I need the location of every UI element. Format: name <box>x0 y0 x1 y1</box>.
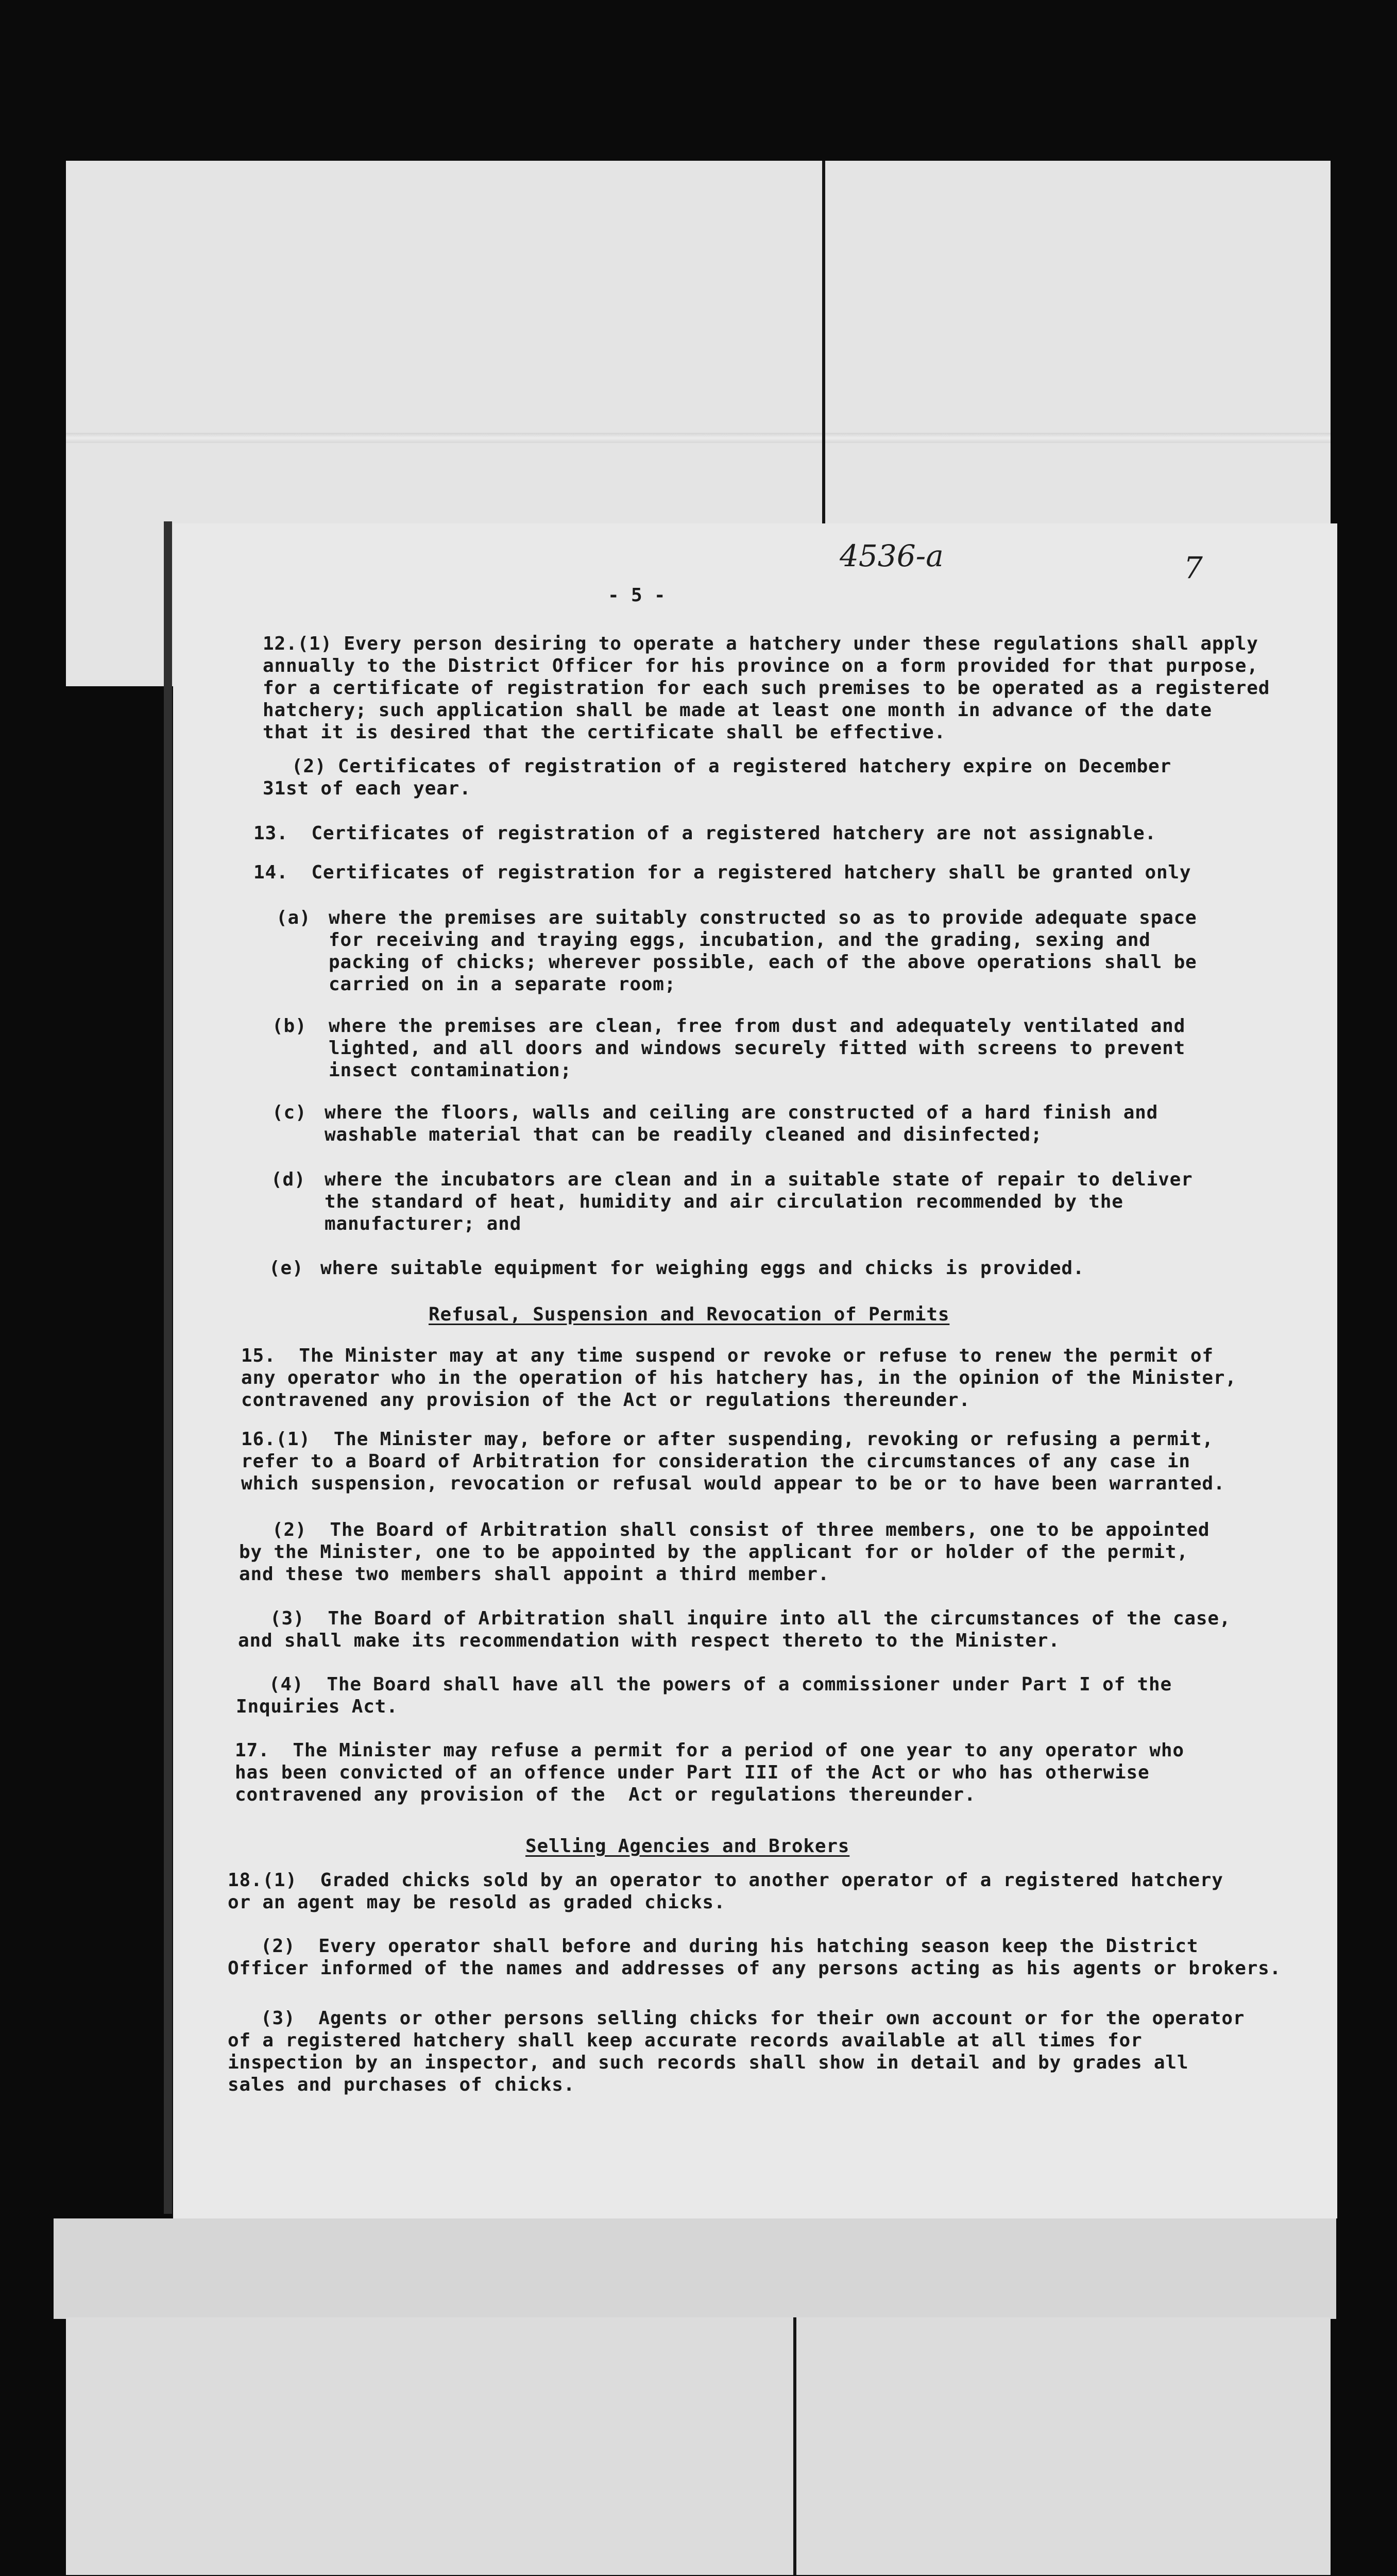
para-12-1-line: hatchery; such application shall be made at least one month in advance of the date <box>263 700 1212 721</box>
para-16-2-line: by the Minister, one to be appointed by the applicant for or holder of the permit, <box>239 1541 1188 1563</box>
para-18-1-line: or an agent may be resold as graded chicks. <box>228 1892 726 1913</box>
para-14-a-line: for receiving and traying eggs, incubation, and the grading, sexing and <box>329 929 1151 951</box>
para-12-1-line: annually to the District Officer for his province on a form provided for that purpose, <box>263 655 1258 676</box>
para-14-a-line: carried on in a separate room; <box>329 974 676 995</box>
para-16-2-line: and these two members shall appoint a third member. <box>239 1564 830 1585</box>
para-18-1-line: 18.(1) Graded chicks sold by an operator to another operator of a registered hatchery <box>228 1870 1223 1891</box>
para-12-1-line: that it is desired that the certificate shall be effective. <box>263 722 946 743</box>
para-16-3-line: and shall make its recommendation with respect thereto to the Minister. <box>238 1630 1060 1651</box>
page-edge-shadow <box>164 521 172 2214</box>
para-18-3-line: of a registered hatchery shall keep accurate records available at all times for <box>228 2030 1143 2051</box>
para-14-c-line: where the floors, walls and ceiling are constructed of a hard finish and <box>325 1102 1159 1123</box>
page-number: - 5 - <box>608 585 666 606</box>
para-14-b-label: (b) <box>272 1015 307 1037</box>
para-12-1-line: for a certificate of registration for each such premises to be operated as a registered <box>263 677 1270 699</box>
para-17-line: contravened any provision of the Act or regulations thereunder. <box>235 1784 976 1805</box>
para-17-line: has been convicted of an offence under Part III of the Act or who has otherwise <box>235 1762 1150 1783</box>
para-13: 13. Certificates of registration of a registered hatchery are not assignable. <box>253 823 1156 844</box>
handwritten-folio-number: 7 <box>1184 550 1203 585</box>
para-16-1-line: refer to a Board of Arbitration for consideration the circumstances of any case in <box>241 1451 1190 1472</box>
para-12-2-line: 31st of each year. <box>263 778 471 799</box>
next-page-sheet <box>66 2317 1331 2575</box>
para-18-2-line: Officer informed of the names and addresses of any persons acting as his agents or brokers. <box>228 1958 1282 1979</box>
para-12-1-line: 12.(1) Every person desiring to operate a hatchery under these regulations shall apply <box>263 633 1258 654</box>
para-14-c-label: (c) <box>272 1102 307 1123</box>
para-16-4-line: Inquiries Act. <box>236 1696 398 1717</box>
para-18-3-line: sales and purchases of chicks. <box>228 2074 575 2095</box>
para-16-3-line: (3) The Board of Arbitration shall inquire into all the circumstances of the case, <box>270 1608 1231 1629</box>
page-fold-strip <box>54 2218 1336 2319</box>
para-18-2-line: (2) Every operator shall before and during his hatching season keep the District <box>261 1936 1199 1957</box>
para-16-2-line: (2) The Board of Arbitration shall consist of three members, one to be appointed <box>272 1519 1210 1540</box>
para-14-d-line: the standard of heat, humidity and air circulation recommended by the <box>325 1191 1123 1212</box>
para-14-d-line: manufacturer; and <box>325 1213 522 1234</box>
para-14-a-line: where the premises are suitably constructed so as to provide adequate space <box>329 907 1197 928</box>
para-12-2-line: (2) Certificates of registration of a registered hatchery expire on December <box>292 756 1172 777</box>
para-15-line: 15. The Minister may at any time suspend or revoke or refuse to renew the permit of <box>241 1345 1214 1366</box>
para-14-e-line: where suitable equipment for weighing eggs and chicks is provided. <box>320 1258 1085 1279</box>
handwritten-file-number: 4536-a <box>840 538 944 573</box>
para-16-1-line: 16.(1) The Minister may, before or after suspending, revoking or refusing a permit, <box>241 1429 1214 1450</box>
para-14-d-line: where the incubators are clean and in a suitable state of repair to deliver <box>325 1169 1193 1190</box>
para-14-c-line: washable material that can be readily cleaned and disinfected; <box>325 1124 1043 1145</box>
section-heading-selling: Selling Agencies and Brokers <box>525 1836 850 1857</box>
para-18-3-line: inspection by an inspector, and such records shall show in detail and by grades all <box>228 2052 1189 2073</box>
para-15-line: any operator who in the operation of his hatchery has, in the opinion of the Minister, <box>241 1367 1237 1388</box>
para-14-a-line: packing of chicks; wherever possible, each of the above operations shall be <box>329 952 1197 973</box>
para-14-b-line: lighted, and all doors and windows securely fitted with screens to prevent <box>329 1038 1186 1059</box>
page-fold-line <box>66 433 1331 443</box>
column-divider-line <box>822 161 825 532</box>
para-18-3-line: (3) Agents or other persons selling chicks for their own account or for the operator <box>261 2008 1245 2029</box>
section-heading-refusal: Refusal, Suspension and Revocation of Permits <box>429 1304 950 1325</box>
para-14-d-label: (d) <box>271 1169 306 1190</box>
para-14-a-label: (a) <box>276 907 311 928</box>
para-14-b-line: insect contamination; <box>329 1060 572 1081</box>
para-16-4-line: (4) The Board shall have all the powers of a commissioner under Part I of the <box>269 1674 1172 1695</box>
para-14: 14. Certificates of registration for a registered hatchery shall be granted only <box>253 862 1191 883</box>
column-divider-line <box>793 2317 796 2575</box>
para-16-1-line: which suspension, revocation or refusal would appear to be or to have been warranted. <box>241 1473 1225 1494</box>
para-15-line: contravened any provision of the Act or regulations thereunder. <box>241 1389 970 1411</box>
para-17-line: 17. The Minister may refuse a permit for a period of one year to any operator who <box>235 1740 1184 1761</box>
para-14-b-line: where the premises are clean, free from dust and adequately ventilated and <box>329 1015 1186 1037</box>
para-14-e-label: (e) <box>269 1258 304 1279</box>
